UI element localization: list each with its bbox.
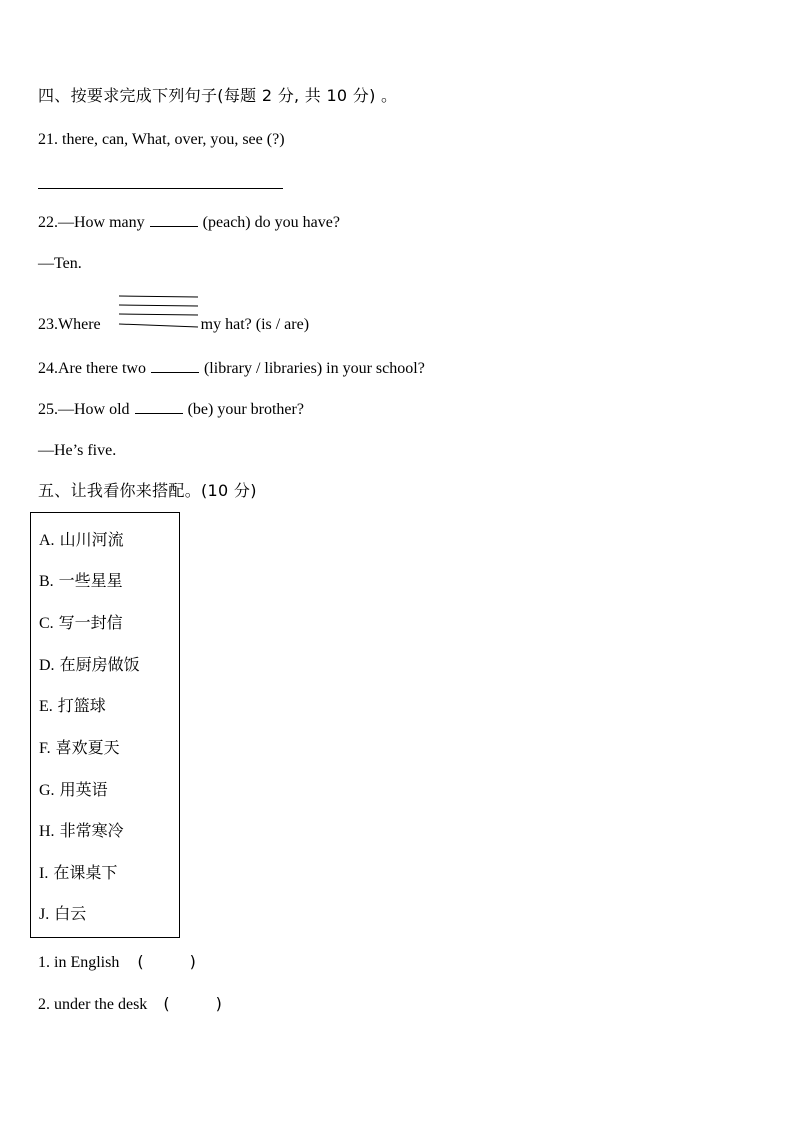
option-text: 用英语 xyxy=(59,780,108,799)
option-c xyxy=(39,613,123,634)
match-item-text: 2. under the desk xyxy=(38,996,148,1013)
answer-line-21[interactable] xyxy=(38,188,283,189)
match-item-open-paren: ( xyxy=(137,952,144,971)
option-text: 打篮球 xyxy=(57,696,106,715)
match-item-open-paren: ( xyxy=(163,994,170,1013)
match-item-text: 1. in English xyxy=(38,954,120,971)
option-letter: C. xyxy=(39,615,54,632)
option-text: 白云 xyxy=(54,904,87,923)
question-21: 21. there, can, What, over, you, see (?) xyxy=(38,131,285,148)
option-text: 在厨房做饭 xyxy=(59,655,140,674)
match-item-1 xyxy=(38,952,196,973)
option-j xyxy=(39,904,86,925)
option-g xyxy=(39,780,108,801)
question-25-suffix: (be) your brother? xyxy=(187,401,304,418)
option-text: 喜欢夏天 xyxy=(55,738,120,757)
question-24-prefix: 24.Are there two xyxy=(38,360,146,377)
option-text: 山川河流 xyxy=(59,530,124,549)
option-text: 非常寒冷 xyxy=(59,821,124,840)
question-25 xyxy=(38,399,304,420)
option-letter: D. xyxy=(39,657,55,674)
option-text: 一些星星 xyxy=(58,571,123,590)
section-4-title: 四、按要求完成下列句子(每题 2 分, 共 10 分) 。 xyxy=(38,86,398,105)
question-25-prefix: 25.—How old xyxy=(38,401,130,418)
question-24-suffix: (library / libraries) in your school? xyxy=(203,360,425,377)
match-item-2 xyxy=(38,994,222,1015)
option-h xyxy=(39,821,124,842)
answer-22: —Ten. xyxy=(38,255,82,272)
question-23-suffix: my hat? (is / are) xyxy=(200,316,310,333)
option-letter: E. xyxy=(39,698,53,715)
options-box xyxy=(30,512,180,938)
option-letter: A. xyxy=(39,532,55,549)
question-22-prefix: 22.—How many xyxy=(38,214,145,231)
option-letter: G. xyxy=(39,782,55,799)
section-5-title: 五、让我看你来搭配。(10 分) xyxy=(38,481,257,500)
option-a xyxy=(39,530,124,551)
option-letter: F. xyxy=(39,740,51,757)
option-letter: J. xyxy=(39,906,50,923)
option-i xyxy=(39,863,117,884)
option-f xyxy=(39,738,120,759)
option-text: 在课桌下 xyxy=(53,863,118,882)
option-letter: B. xyxy=(39,573,54,590)
blank-22[interactable] xyxy=(150,212,198,227)
option-text: 写一封信 xyxy=(58,613,123,632)
match-item-close-paren: ) xyxy=(189,952,196,971)
question-24 xyxy=(38,358,425,379)
option-d xyxy=(39,655,140,676)
question-23-prefix: 23.Where xyxy=(38,316,101,333)
blank-24[interactable] xyxy=(151,358,199,373)
option-letter: H. xyxy=(39,823,55,840)
blank-25[interactable] xyxy=(135,399,183,414)
option-e xyxy=(39,696,106,717)
match-item-close-paren: ) xyxy=(215,994,222,1013)
question-22-suffix: (peach) do you have? xyxy=(202,214,340,231)
answer-25: —He’s five. xyxy=(38,442,117,459)
option-b xyxy=(39,571,123,592)
question-23 xyxy=(38,315,309,335)
question-22 xyxy=(38,212,340,233)
option-letter: I. xyxy=(39,865,49,882)
